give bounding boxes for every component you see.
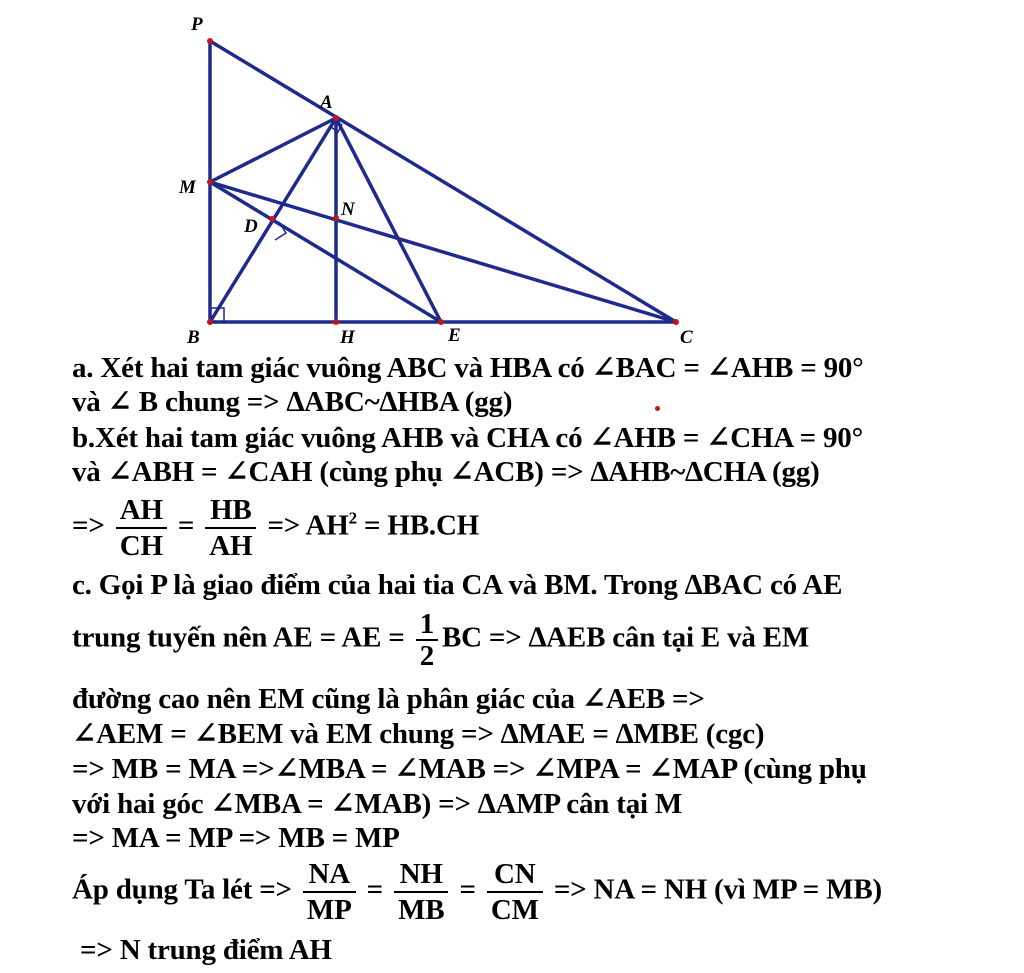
c8-prefix: Áp dụng Ta lét =>: [72, 873, 292, 906]
equals-sign: =: [366, 873, 383, 906]
point-H: [333, 319, 339, 325]
label-D: D: [244, 216, 258, 237]
b3-prefix: =>: [72, 509, 105, 542]
text-c-line-3: đường cao nên EM cũng là phân giác của ∠AEB =>: [72, 683, 705, 715]
fraction-denominator: MP: [303, 891, 356, 927]
fraction-numerator: NH: [399, 858, 443, 890]
text-c-line-6: với hai góc ∠MBA = ∠MAB) => ∆AMP cân tại M: [72, 788, 683, 820]
superscript-2: 2: [348, 508, 357, 528]
fraction-denominator: MB: [394, 891, 448, 927]
equals-sign: =: [459, 873, 476, 906]
label-B: B: [187, 327, 200, 348]
point-P: [207, 38, 213, 44]
label-P: P: [191, 14, 203, 35]
text-b-line-1: b.Xét hai tam giác vuông AHB và CHA có ∠AHB = ∠CHA = 90°: [72, 422, 863, 454]
fraction-numerator: 1: [419, 608, 434, 640]
label-N: N: [341, 199, 355, 220]
text-a-line-1: a. Xét hai tam giác vuông ABC và HBA có ∠BAC = ∠AHB = 90°: [72, 352, 864, 384]
fraction-AH-CH: [116, 493, 167, 563]
text-b-line-3: [72, 493, 479, 563]
b3-mid: => AH: [267, 509, 349, 542]
text-b-line-2: và ∠ABH = ∠CAH (cùng phụ ∠ACB) => ∆AHB~∆CHA (gg): [72, 456, 820, 488]
point-N: [333, 215, 339, 221]
fraction-1-2: [416, 609, 438, 671]
fraction-denominator: CM: [487, 891, 543, 927]
point-E: [438, 319, 444, 325]
text-c-line-9: => N trung điểm AH: [80, 934, 332, 966]
point-D: [269, 216, 275, 222]
fraction-numerator: CN: [494, 858, 536, 890]
label-M: M: [179, 177, 196, 198]
right-angle-D: [275, 222, 286, 240]
fraction-CN-CM: [487, 857, 543, 927]
segment-MC: [210, 182, 676, 322]
text-c-line-5: => MB = MA =>∠MBA = ∠MAB => ∠MPA = ∠MAP (cùng phụ: [72, 753, 867, 785]
segment-PC: [210, 41, 676, 322]
c2-suffix: BC => ∆AEB cân tại E và EM: [442, 621, 810, 654]
point-A: [333, 115, 339, 121]
text-c-line-2: [72, 609, 809, 671]
b3-suffix: = HB.CH: [356, 509, 480, 542]
c8-suffix: => NA = NH (vì MP = MB): [553, 873, 882, 906]
text-c-line-8: [72, 857, 882, 927]
figure-lines: [210, 41, 676, 322]
fraction-numerator: NA: [308, 858, 351, 890]
point-C: [673, 319, 679, 325]
text-a-line-2: và ∠ B chung => ∆ABC~∆HBA (gg): [72, 386, 513, 418]
label-C: C: [680, 327, 693, 348]
fraction-denominator: 2: [416, 639, 438, 671]
fraction-denominator: CH: [116, 527, 167, 563]
geometry-figure: [0, 0, 1024, 350]
text-c-line-4: ∠AEM = ∠BEM và EM chung => ∆MAE = ∆MBE (cgc): [72, 718, 765, 750]
label-E: E: [448, 325, 461, 346]
label-A: A: [320, 92, 333, 113]
fraction-NH-MB: [394, 857, 448, 927]
text-c-line-7: => MA = MP => MB = MP: [72, 822, 400, 854]
point-M: [207, 179, 213, 185]
fraction-NA-MP: [303, 857, 356, 927]
point-B: [207, 319, 213, 325]
fraction-HB-AH: [205, 493, 256, 563]
equals-sign: =: [177, 509, 195, 542]
fraction-denominator: AH: [205, 527, 256, 563]
c2-prefix: trung tuyến nên AE = AE =: [72, 621, 405, 654]
label-H: H: [340, 327, 355, 348]
fraction-numerator: HB: [210, 494, 252, 526]
fraction-numerator: AH: [119, 494, 163, 526]
text-c-line-1: c. Gọi P là giao điểm của hai tia CA và BM. Trong ∆BAC có AE: [72, 569, 843, 601]
stray-red-dot: [655, 406, 660, 411]
